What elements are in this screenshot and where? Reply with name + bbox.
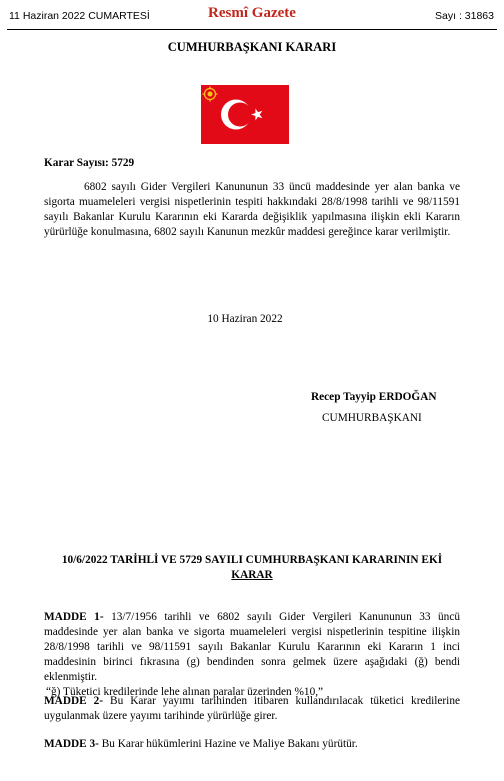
article-2-text: Bu Karar yayımı tarihinden itibaren kullandırılacak tüketici kredilerine uygulanmak üzere yayımı tarihinde yürürlüğe girer. bbox=[44, 695, 460, 722]
turkish-flag-icon bbox=[201, 85, 289, 144]
decision-body-text: 6802 sayılı Gider Vergileri Kanununun 33 üncü maddesinde yer alan banka ve sigorta muameleleri vergisi nispetlerinin tespiti hakkındaki 28/8/1998 tarihli ve 98/11591 sayılı Bakanlar Kurulu Kararının eki Kararda değişiklik yapılmasına ilişkin ekli Kararın yürürlüğe konulmasına, 6802 sayılı Kanunun mezkûr maddesi gereğince karar verilmiştir. bbox=[44, 181, 460, 238]
article-1-quote: “ğ) Tüketici kredilerinde lehe alınan paralar üzerinden %10,” bbox=[46, 686, 324, 698]
issue-date: 11 Haziran 2022 CUMARTESİ bbox=[9, 10, 150, 22]
article-3-label: MADDE 3- bbox=[44, 738, 99, 750]
issue-number: Sayı : 31863 bbox=[435, 10, 494, 22]
article-2-label: MADDE 2- bbox=[44, 695, 104, 707]
signer-title: CUMHURBAŞKANI bbox=[322, 412, 422, 424]
article-1-label: MADDE 1- bbox=[44, 611, 104, 623]
header-divider bbox=[7, 29, 497, 30]
article-3-text: Bu Karar hükümlerini Hazine ve Maliye Bakanı yürütür. bbox=[98, 738, 358, 750]
article-3 bbox=[44, 737, 460, 752]
annex-title-line2: KARAR bbox=[231, 569, 273, 581]
document-heading: CUMHURBAŞKANI KARARI bbox=[167, 40, 337, 54]
annex-title bbox=[44, 553, 460, 583]
decision-number: Karar Sayısı: 5729 bbox=[44, 157, 135, 169]
signer-name: Recep Tayyip ERDOĞAN bbox=[311, 391, 437, 403]
decision-body bbox=[44, 180, 460, 240]
decision-date: 10 Haziran 2022 bbox=[207, 313, 283, 325]
article-1-text: 13/7/1956 tarihli ve 6802 sayılı Gider Vergileri Kanununun 33 üncü maddesinde yer alan banka ve sigorta muameleleri vergisi nispetlerinin tespitine ilişkin 28/8/1998 tarihli ve 98/11591 sayılı Bakanlar Kurulu Kararının eki Kararın 1 inci maddesinin birinci fıkrasına (g) bendinden sonra gelmek üzere aşağıdaki (ğ) bendi eklenmiştir. bbox=[44, 611, 460, 683]
article-2 bbox=[44, 694, 460, 724]
gazette-header bbox=[0, 0, 504, 30]
annex-title-line1: 10/6/2022 TARİHLİ VE 5729 SAYILI CUMHURBAŞKANI KARARININ EKİ bbox=[61, 554, 443, 566]
gazette-title: Resmî Gazete bbox=[208, 5, 296, 21]
article-1 bbox=[44, 610, 460, 700]
